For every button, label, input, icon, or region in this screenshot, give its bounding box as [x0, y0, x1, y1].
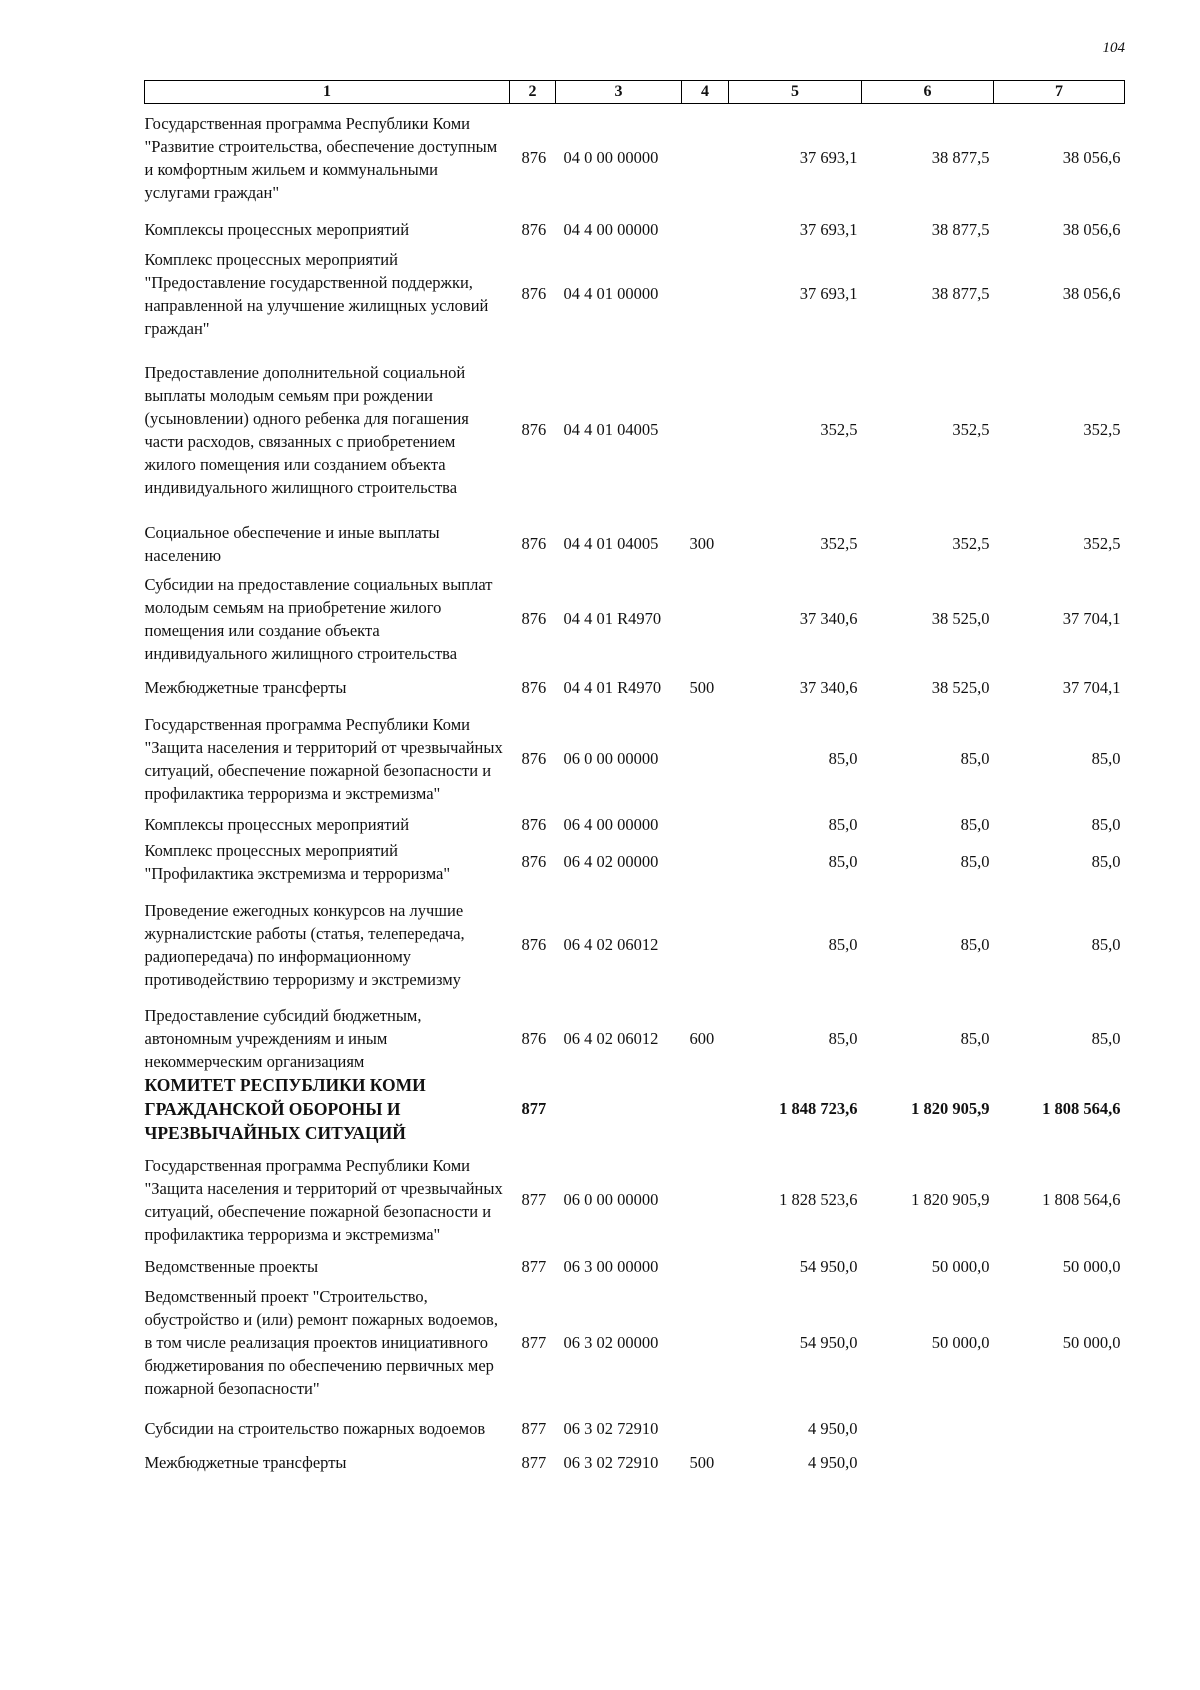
- row-target-article: 06 0 00 00000: [563, 749, 659, 768]
- header-col-7: 7: [994, 81, 1125, 104]
- row-expense-type: [682, 568, 729, 670]
- row-admin-code: 876: [521, 678, 547, 697]
- row-amount-2027: [994, 1408, 1125, 1450]
- row-target-article: 06 4 00 00000: [563, 815, 659, 834]
- row-amount-2026: 85,0: [960, 749, 990, 768]
- table-row: [145, 568, 1125, 670]
- row-name: Государственная программа Республики Коми "Защита населения и территорий от чрезвычайных ситуаций, обеспечение пожарной безопасности и профилактика терроризма и экстремизма": [144, 714, 503, 803]
- row-amount-2027: 37 704,1: [1062, 678, 1121, 697]
- header-col-2: 2: [510, 81, 556, 104]
- row-amount-2026: [862, 1408, 994, 1450]
- row-admin-code: 877: [521, 1333, 547, 1352]
- row-amount-2025: 37 693,1: [799, 220, 858, 239]
- row-amount-2025: 85,0: [828, 935, 858, 954]
- table-row: [145, 812, 1125, 838]
- row-name: Проведение ежегодных конкурсов на лучшие журналистские работы (статья, телепередача, радиопередача) по информационному противодействию терроризму и экстремизму: [144, 900, 465, 989]
- row-amount-2026: 38 877,5: [931, 148, 990, 168]
- row-name: Предоставление дополнительной социальной выплаты молодым семьям при рождении (усыновлении) одного ребенка для погашения части расходов, связанных с приобретением жилого помещения или созданием объекта индивидуального жилищного строительства: [144, 362, 469, 497]
- row-amount-2025: 37 693,1: [799, 148, 858, 168]
- table-row: [145, 340, 1125, 520]
- row-expense-type: [682, 104, 729, 212]
- row-amount-2026: 85,0: [960, 935, 990, 954]
- row-name: Ведомственные проекты: [144, 1256, 319, 1276]
- row-amount-2026: 38 525,0: [931, 609, 990, 628]
- row-amount-2027: 38 056,6: [1062, 284, 1121, 303]
- row-expense-type: [682, 812, 729, 838]
- table-row: [145, 1408, 1125, 1450]
- row-name: Социальное обеспечение и иные выплаты населению: [144, 522, 440, 565]
- row-name: Межбюджетные трансферты: [144, 678, 347, 697]
- row-amount-2026: 352,5: [952, 420, 990, 439]
- row-name: Субсидии на строительство пожарных водоемов: [144, 1419, 486, 1438]
- row-admin-code: 877: [521, 1453, 547, 1472]
- row-name: Комплекс процессных мероприятий "Профилактика экстремизма и терроризма": [144, 840, 451, 883]
- row-target-article: 06 3 00 00000: [563, 1256, 659, 1276]
- row-amount-2027: 1 808 564,6: [1042, 1190, 1121, 1209]
- row-name: Государственная программа Республики Коми "Развитие строительства, обеспечение доступным и комфортным жильем и коммунальными услугами граждан": [144, 113, 498, 202]
- row-admin-code: 877: [521, 1419, 547, 1438]
- row-amount-2025: 54 950,0: [799, 1256, 858, 1276]
- row-target-article: 06 3 02 00000: [563, 1333, 659, 1352]
- row-admin-code: 876: [521, 1028, 547, 1048]
- row-target-article: 06 3 02 72910: [563, 1453, 659, 1472]
- row-target-article: 06 0 00 00000: [563, 1190, 659, 1209]
- row-amount-2027: 37 704,1: [1062, 609, 1121, 628]
- row-amount-2027: 352,5: [1083, 534, 1121, 553]
- row-expense-type: [682, 212, 729, 248]
- row-amount-2025: 352,5: [820, 420, 858, 439]
- row-expense-type: 600: [689, 1028, 715, 1048]
- row-expense-type: [682, 340, 729, 520]
- row-name: Субсидии на предоставление социальных выплат молодым семьям на приобретение жилого помещения или создание объекта индивидуального жилищного строительства: [144, 574, 493, 663]
- row-expense-type: [682, 706, 729, 812]
- table-row: [145, 1145, 1125, 1255]
- row-target-article: 04 4 01 04005: [563, 534, 659, 553]
- row-amount-2026: 85,0: [960, 852, 990, 871]
- table-row: [145, 1278, 1125, 1408]
- row-amount-2025: 4 950,0: [808, 1453, 858, 1472]
- table-row: [145, 706, 1125, 812]
- row-admin-code: 876: [521, 935, 547, 954]
- header-col-6: 6: [862, 81, 994, 104]
- row-expense-type: [682, 248, 729, 340]
- row-admin-code: 876: [521, 852, 547, 871]
- row-target-article: 06 4 02 00000: [563, 852, 659, 871]
- row-target-article: 04 4 01 04005: [563, 420, 659, 439]
- table-row: [145, 248, 1125, 340]
- row-name: КОМИТЕТ РЕСПУБЛИКИ КОМИ ГРАЖДАНСКОЙ ОБОРОНЫ И ЧРЕЗВЫЧАЙНЫХ СИТУАЦИЙ: [144, 1074, 426, 1143]
- row-amount-2026: 1 820 905,9: [911, 1099, 990, 1118]
- row-amount-2026: 38 525,0: [931, 678, 990, 697]
- row-amount-2026: 50 000,0: [931, 1256, 990, 1276]
- row-expense-type: [682, 886, 729, 1004]
- row-expense-type: [682, 1278, 729, 1408]
- row-amount-2027: 85,0: [1091, 815, 1121, 834]
- row-amount-2025: 352,5: [820, 534, 858, 553]
- row-name: Межбюджетные трансферты: [144, 1453, 347, 1472]
- header-col-5: 5: [729, 81, 862, 104]
- row-amount-2025: 1 848 723,6: [779, 1099, 858, 1118]
- row-amount-2027: 85,0: [1091, 1028, 1121, 1048]
- row-amount-2026: [862, 1450, 994, 1476]
- row-admin-code: 877: [521, 1190, 547, 1209]
- row-admin-code: 876: [521, 609, 547, 628]
- row-admin-code: 877: [521, 1099, 547, 1118]
- table-row: [145, 670, 1125, 706]
- row-amount-2027: 38 056,6: [1062, 220, 1121, 239]
- table-row: [145, 886, 1125, 1004]
- row-admin-code: 876: [521, 284, 547, 303]
- table-row: [145, 1073, 1125, 1145]
- row-target-article: 04 4 01 R4970: [563, 678, 662, 697]
- row-name: Государственная программа Республики Коми "Защита населения и территорий от чрезвычайных ситуаций, обеспечение пожарной безопасности и профилактика терроризма и экстремизма": [144, 1155, 503, 1244]
- row-amount-2027: 352,5: [1083, 420, 1121, 439]
- budget-table: [144, 80, 1125, 1476]
- row-name: Комплексы процессных мероприятий: [144, 220, 410, 239]
- row-amount-2025: 1 828 523,6: [779, 1190, 858, 1209]
- row-target-article: 04 4 01 00000: [563, 284, 659, 303]
- header-col-4: 4: [682, 81, 729, 104]
- row-amount-2027: [994, 1450, 1125, 1476]
- table-row: [145, 1450, 1125, 1476]
- row-amount-2026: 38 877,5: [931, 220, 990, 239]
- row-expense-type: [682, 1145, 729, 1255]
- row-target-article: [556, 1073, 682, 1145]
- row-amount-2025: 85,0: [828, 1028, 858, 1048]
- row-admin-code: 876: [521, 420, 547, 439]
- row-amount-2027: 1 808 564,6: [1042, 1099, 1121, 1118]
- row-name: Ведомственный проект "Строительство, обустройство и (или) ремонт пожарных водоемов, в том числе реализация проектов инициативного бюджетирования по обеспечению первичных мер пожарной безопасности": [144, 1287, 498, 1398]
- row-admin-code: 876: [521, 148, 547, 168]
- header-col-1: 1: [145, 81, 510, 104]
- row-name: Предоставление субсидий бюджетным, автономным учреждениям и иным некоммерческим организациям: [144, 1005, 422, 1071]
- row-name: Комплексы процессных мероприятий: [144, 815, 410, 834]
- row-target-article: 04 4 01 R4970: [563, 609, 662, 628]
- row-amount-2027: 50 000,0: [1062, 1333, 1121, 1352]
- row-amount-2025: 54 950,0: [799, 1333, 858, 1352]
- row-name: Комплекс процессных мероприятий "Предоставление государственной поддержки, направленной на улучшение жилищных условий граждан": [144, 249, 489, 338]
- row-admin-code: 877: [521, 1256, 547, 1276]
- row-amount-2025: 85,0: [828, 749, 858, 768]
- row-amount-2025: 37 340,6: [799, 609, 858, 628]
- header-col-3: 3: [556, 81, 682, 104]
- table-row: [145, 104, 1125, 212]
- row-target-article: 04 0 00 00000: [563, 148, 659, 168]
- row-expense-type: 500: [689, 1453, 715, 1472]
- row-expense-type: 500: [689, 678, 715, 697]
- row-amount-2027: 85,0: [1091, 935, 1121, 954]
- table-row: [145, 838, 1125, 886]
- row-amount-2027: 85,0: [1091, 852, 1121, 871]
- row-amount-2025: 4 950,0: [808, 1419, 858, 1438]
- row-expense-type: [682, 1073, 729, 1145]
- header-row: [145, 81, 1125, 104]
- table-row: [145, 1004, 1125, 1073]
- table-row: [145, 212, 1125, 248]
- row-amount-2025: 37 693,1: [799, 284, 858, 303]
- row-admin-code: 876: [521, 815, 547, 834]
- table-row: [145, 520, 1125, 568]
- row-admin-code: 876: [521, 534, 547, 553]
- row-amount-2026: 38 877,5: [931, 284, 990, 303]
- row-amount-2026: 85,0: [960, 1028, 990, 1048]
- row-amount-2025: 85,0: [828, 852, 858, 871]
- row-amount-2027: 38 056,6: [1062, 148, 1121, 168]
- row-target-article: 06 3 02 72910: [563, 1419, 659, 1438]
- row-amount-2026: 50 000,0: [931, 1333, 990, 1352]
- row-admin-code: 876: [521, 749, 547, 768]
- row-target-article: 06 4 02 06012: [563, 935, 659, 954]
- page-number: 104: [1102, 40, 1125, 56]
- row-amount-2026: 85,0: [960, 815, 990, 834]
- row-target-article: 04 4 00 00000: [563, 220, 659, 239]
- row-expense-type: [682, 1408, 729, 1450]
- row-amount-2026: 352,5: [952, 534, 990, 553]
- row-target-article: 06 4 02 06012: [563, 1028, 659, 1048]
- row-admin-code: 876: [521, 220, 547, 239]
- row-amount-2025: 37 340,6: [799, 678, 858, 697]
- row-expense-type: 300: [689, 534, 715, 553]
- row-amount-2025: 85,0: [828, 815, 858, 834]
- row-expense-type: [682, 1255, 729, 1278]
- row-expense-type: [682, 838, 729, 886]
- row-amount-2026: 1 820 905,9: [911, 1190, 990, 1209]
- table-row: [145, 1255, 1125, 1278]
- row-amount-2027: 85,0: [1091, 749, 1121, 768]
- row-amount-2027: 50 000,0: [1062, 1256, 1121, 1276]
- table-body: [145, 104, 1125, 1476]
